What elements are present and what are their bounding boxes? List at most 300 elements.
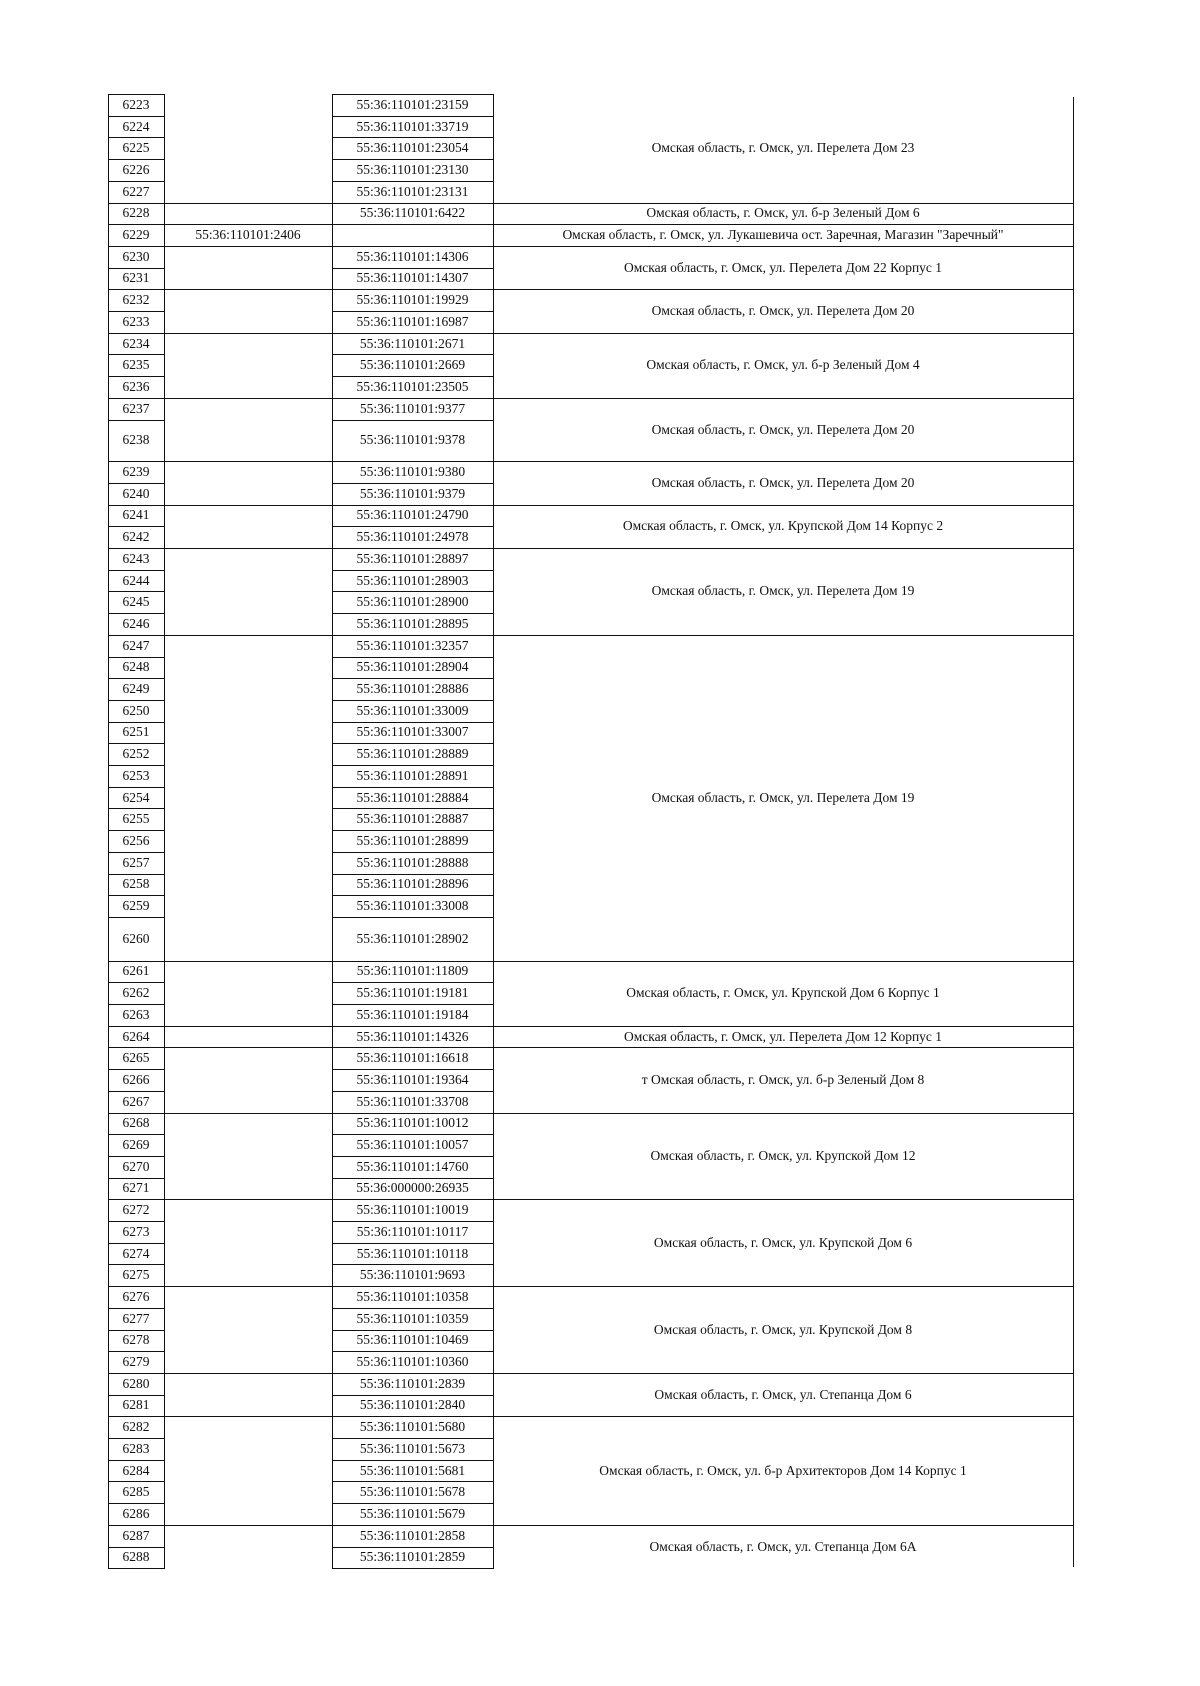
row-line-number: [108, 354, 165, 355]
row-line-cadastral: [332, 1330, 494, 1331]
row-line-number: [108, 1460, 165, 1461]
row-line-number: [108, 1047, 165, 1048]
row-line-number: [108, 526, 165, 527]
row-number: 6249: [122, 681, 150, 697]
group-line-address: [493, 1416, 1074, 1417]
row-line-cadastral: [332, 268, 494, 269]
address-cell: т Омская область, г. Омск, ул. б-р Зеленый Дом 8: [641, 1071, 925, 1087]
row-line-number: [108, 1503, 165, 1504]
row-line-cadastral: [332, 181, 494, 182]
group-line-address: [493, 1373, 1074, 1374]
row-line-number: [108, 159, 165, 160]
row-line-number: [108, 268, 165, 269]
cadastral-number: 55:36:110101:10469: [356, 1332, 469, 1348]
row-line-number: [108, 483, 165, 484]
address-cell: Омская область, г. Омск, ул. Степанца Дом 6А: [649, 1538, 917, 1554]
cadastral-number: 55:36:110101:10358: [356, 1288, 469, 1304]
row-line-cadastral: [332, 1568, 494, 1569]
row-number: 6238: [122, 432, 150, 448]
row-line-cadastral: [332, 376, 494, 377]
row-number: 6273: [122, 1223, 150, 1239]
group-line-address: [493, 1525, 1074, 1526]
row-line-cadastral: [332, 1416, 494, 1417]
row-line-number: [108, 461, 165, 462]
row-number: 6247: [122, 637, 150, 653]
row-number: 6240: [122, 485, 150, 501]
cadastral-number: 55:36:110101:28903: [356, 572, 469, 588]
group-line-parcel: [164, 1525, 332, 1526]
address-cell: Омская область, г. Омск, ул. Крупской Дом 6 Корпус 1: [626, 985, 940, 1001]
row-number: 6259: [122, 898, 150, 914]
row-number: 6283: [122, 1440, 150, 1456]
row-number: 6253: [122, 767, 150, 783]
cadastral-number: 55:36:110101:2669: [359, 357, 466, 373]
row-line-number: [108, 398, 165, 399]
parcel-number: 55:36:110101:2406: [195, 227, 301, 243]
row-line-number: [108, 657, 165, 658]
group-line-parcel: [164, 1286, 332, 1287]
row-line-cadastral: [332, 246, 494, 247]
cadastral-number: 55:36:110101:33708: [356, 1093, 469, 1109]
cadastral-number: 55:36:110101:28886: [356, 681, 469, 697]
row-number: 6248: [122, 659, 150, 675]
row-number: 6252: [122, 746, 150, 762]
row-number: 6241: [122, 507, 150, 523]
table-border-right: [1073, 97, 1074, 1567]
row-line-number: [108, 420, 165, 421]
row-number: 6239: [122, 464, 150, 480]
row-line-cadastral: [332, 1026, 494, 1027]
row-number: 6261: [122, 963, 150, 979]
row-number: 6276: [122, 1288, 150, 1304]
row-number: 6235: [122, 357, 150, 373]
row-number: 6260: [122, 930, 150, 946]
cadastral-number: 55:36:110101:28884: [356, 789, 469, 805]
group-line-address: [493, 1026, 1074, 1027]
cadastral-number: 55:36:110101:14306: [356, 248, 469, 264]
cadastral-number: 55:36:110101:28888: [356, 854, 469, 870]
row-number: 6223: [122, 96, 150, 112]
row-number: 6244: [122, 572, 150, 588]
row-number: 6233: [122, 313, 150, 329]
row-line-cadastral: [332, 548, 494, 549]
row-line-cadastral: [332, 1351, 494, 1352]
group-line-address: [493, 1113, 1074, 1114]
group-line-parcel: [164, 333, 332, 334]
row-line-cadastral: [332, 1286, 494, 1287]
row-line-number: [108, 1351, 165, 1352]
cadastral-number: 55:36:110101:19181: [356, 985, 469, 1001]
cadastral-number: 55:36:110101:9380: [359, 464, 466, 480]
group-line-address: [493, 548, 1074, 549]
cadastral-number: 55:36:110101:10359: [356, 1310, 469, 1326]
cadastral-number: 55:36:110101:9379: [359, 485, 466, 501]
row-line-cadastral: [332, 1221, 494, 1222]
row-line-cadastral: [332, 94, 494, 95]
group-line-address: [493, 1047, 1074, 1048]
row-line-cadastral: [332, 1134, 494, 1135]
row-line-cadastral: [332, 808, 494, 809]
cadastral-number: 55:36:110101:2840: [359, 1397, 466, 1413]
cadastral-number: 55:36:110101:14326: [356, 1028, 469, 1044]
row-line-cadastral: [332, 635, 494, 636]
address-cell: Омская область, г. Омск, ул. Крупской Дом 6: [653, 1234, 913, 1250]
cadastral-number: 55:36:110101:2859: [359, 1549, 466, 1565]
row-number: 6275: [122, 1267, 150, 1283]
address-cell: Омская область, г. Омск, ул. Крупской Дом 12: [650, 1147, 916, 1163]
row-number: 6263: [122, 1006, 150, 1022]
group-line-parcel: [164, 1113, 332, 1114]
cadastral-number: 55:36:110101:28902: [356, 930, 469, 946]
row-line-number: [108, 1134, 165, 1135]
row-line-cadastral: [332, 1308, 494, 1309]
row-number: 6224: [122, 118, 150, 134]
row-number: 6251: [122, 724, 150, 740]
row-line-number: [108, 982, 165, 983]
row-line-cadastral: [332, 354, 494, 355]
row-number: 6286: [122, 1505, 150, 1521]
row-line-number: [108, 1004, 165, 1005]
cadastral-number: 55:36:110101:19364: [356, 1071, 469, 1087]
row-line-cadastral: [332, 1091, 494, 1092]
row-number: 6264: [122, 1028, 150, 1044]
row-line-cadastral: [332, 722, 494, 723]
row-line-cadastral: [332, 613, 494, 614]
cadastral-number: 55:36:110101:23505: [356, 378, 469, 394]
row-line-number: [108, 1026, 165, 1027]
cadastral-number: 55:36:110101:33719: [356, 118, 469, 134]
group-line-address: [493, 1199, 1074, 1200]
cadastral-number: 55:36:110101:2671: [359, 335, 466, 351]
row-line-cadastral: [332, 570, 494, 571]
group-line-parcel: [164, 635, 332, 636]
cadastral-number: 55:36:110101:16618: [356, 1050, 469, 1066]
row-number: 6285: [122, 1484, 150, 1500]
row-line-number: [108, 289, 165, 290]
cadastral-number: 55:36:110101:23131: [356, 183, 469, 199]
row-line-cadastral: [332, 1525, 494, 1526]
cadastral-number: 55:36:110101:10012: [356, 1115, 469, 1131]
row-line-cadastral: [332, 159, 494, 160]
row-line-cadastral: [332, 1264, 494, 1265]
cadastral-number: 55:36:110101:28904: [356, 659, 469, 675]
row-line-number: [108, 1091, 165, 1092]
row-line-cadastral: [332, 1243, 494, 1244]
address-cell: Омская область, г. Омск, ул. Перелета Дом 19: [651, 789, 915, 805]
row-line-number: [108, 591, 165, 592]
row-line-cadastral: [332, 398, 494, 399]
row-number: 6262: [122, 985, 150, 1001]
row-number: 6268: [122, 1115, 150, 1131]
cadastral-number: 55:36:110101:32357: [356, 637, 469, 653]
cadastral-number: 55:36:110101:28900: [356, 594, 469, 610]
cadastral-number: 55:36:110101:10118: [356, 1245, 469, 1261]
row-line-cadastral: [332, 461, 494, 462]
row-line-cadastral: [332, 982, 494, 983]
row-line-cadastral: [332, 1178, 494, 1179]
address-cell: Омская область, г. Омск, ул. Крупской Дом 8: [653, 1321, 913, 1337]
address-cell: Омская область, г. Омск, ул. Перелета Дом 19: [651, 583, 915, 599]
row-line-cadastral: [332, 203, 494, 204]
row-line-cadastral: [332, 895, 494, 896]
row-number: 6281: [122, 1397, 150, 1413]
column-divider-cadastral-right: [493, 94, 494, 1568]
row-line-cadastral: [332, 700, 494, 701]
cadastral-number: 55:36:110101:28899: [356, 832, 469, 848]
address-cell: Омская область, г. Омск, ул. Перелета Дом 12 Корпус 1: [623, 1028, 943, 1044]
row-line-number: [108, 376, 165, 377]
column-divider-number: [164, 94, 165, 1568]
row-line-number: [108, 548, 165, 549]
row-line-number: [108, 874, 165, 875]
row-number: 6277: [122, 1310, 150, 1326]
row-line-cadastral: [332, 333, 494, 334]
row-number: 6280: [122, 1375, 150, 1391]
cadastral-number: 55:36:110101:5673: [359, 1440, 466, 1456]
row-line-cadastral: [332, 1481, 494, 1482]
group-line-address: [493, 398, 1074, 399]
row-line-cadastral: [332, 1373, 494, 1374]
row-number: 6226: [122, 161, 150, 177]
group-line-parcel: [164, 1416, 332, 1417]
group-line-parcel: [164, 246, 332, 247]
group-line-parcel: [164, 289, 332, 290]
row-line-cadastral: [332, 1156, 494, 1157]
row-line-cadastral: [332, 526, 494, 527]
cadastral-number: 55:36:110101:10019: [356, 1202, 469, 1218]
row-line-cadastral: [332, 1069, 494, 1070]
group-line-address: [493, 961, 1074, 962]
address-cell: Омская область, г. Омск, ул. Перелета Дом 20: [651, 303, 915, 318]
address-cell: Омская область, г. Омск, ул. Перелета Дом 23: [651, 140, 915, 156]
row-number: 6288: [122, 1549, 150, 1565]
row-line-cadastral: [332, 137, 494, 138]
row-number: 6250: [122, 702, 150, 718]
row-line-cadastral: [332, 787, 494, 788]
row-number: 6254: [122, 789, 150, 805]
row-number: 6234: [122, 335, 150, 351]
row-line-cadastral: [332, 224, 494, 225]
row-line-number: [108, 224, 165, 225]
cadastral-number: 55:36:110101:5680: [359, 1419, 466, 1435]
row-line-number: [108, 333, 165, 334]
cadastral-number: 55:36:110101:28891: [356, 767, 469, 783]
row-line-cadastral: [332, 420, 494, 421]
row-line-number: [108, 1243, 165, 1244]
row-number: 6229: [122, 227, 150, 243]
row-line-number: [108, 311, 165, 312]
group-line-parcel: [164, 1047, 332, 1048]
cadastral-number: 55:36:110101:2858: [359, 1527, 466, 1543]
address-cell: Омская область, г. Омск, ул. Перелета Дом 22 Корпус 1: [623, 259, 943, 275]
group-line-address: [493, 333, 1074, 334]
row-line-number: [108, 1156, 165, 1157]
row-line-number: [108, 116, 165, 117]
cadastral-number: 55:36:110101:23130: [356, 161, 469, 177]
cadastral-number: 55:36:110101:28897: [356, 550, 469, 566]
row-line-number: [108, 917, 165, 918]
cadastral-number: 55:36:110101:16987: [356, 313, 469, 329]
group-line-parcel: [164, 1199, 332, 1200]
row-line-number: [108, 1373, 165, 1374]
row-line-number: [108, 1438, 165, 1439]
group-line-address: [493, 635, 1074, 636]
group-line-parcel: [164, 548, 332, 549]
row-line-cadastral: [332, 1004, 494, 1005]
row-line-number: [108, 203, 165, 204]
group-line-parcel: [164, 1373, 332, 1374]
row-line-cadastral: [332, 678, 494, 679]
cadastral-number: 55:36:110101:33007: [356, 724, 469, 740]
row-line-cadastral: [332, 1395, 494, 1396]
row-number: 6271: [122, 1180, 150, 1196]
row-line-number: [108, 722, 165, 723]
group-line-parcel: [164, 224, 332, 225]
row-line-number: [108, 1416, 165, 1417]
row-line-number: [108, 1113, 165, 1114]
row-line-number: [108, 570, 165, 571]
row-line-cadastral: [332, 657, 494, 658]
row-number: 6287: [122, 1527, 150, 1543]
row-line-cadastral: [332, 765, 494, 766]
address-cell: Омская область, г. Омск, ул. б-р Архитекторов Дом 14 Корпус 1: [599, 1462, 967, 1478]
row-line-number: [108, 678, 165, 679]
address-cell: Омская область, г. Омск, ул. Крупской Дом 14 Корпус 2: [622, 518, 944, 534]
row-number: 6231: [122, 270, 150, 286]
row-number: 6237: [122, 400, 150, 416]
group-line-parcel: [164, 1026, 332, 1027]
row-line-number: [108, 505, 165, 506]
row-line-number: [108, 961, 165, 962]
address-cell: Омская область, г. Омск, ул. б-р Зеленый Дом 4: [646, 357, 920, 373]
row-number: 6279: [122, 1354, 150, 1370]
row-line-number: [108, 94, 165, 95]
row-number: 6225: [122, 140, 150, 156]
row-line-cadastral: [332, 1460, 494, 1461]
cadastral-number: 55:36:110101:5678: [359, 1484, 466, 1500]
group-line-parcel: [164, 961, 332, 962]
group-line-address: [493, 246, 1074, 247]
cadastral-number: 55:36:110101:10117: [356, 1223, 469, 1239]
row-line-cadastral: [332, 311, 494, 312]
row-number: 6236: [122, 378, 150, 394]
group-line-address: [493, 1286, 1074, 1287]
row-number: 6246: [122, 615, 150, 631]
address-cell: Омская область, г. Омск, ул. Перелета Дом 20: [651, 474, 915, 490]
cadastral-number: 55:36:110101:24978: [356, 529, 469, 545]
address-cell: Омская область, г. Омск, ул. б-р Зеленый Дом 6: [646, 205, 920, 221]
cadastral-number: 55:36:110101:23054: [356, 140, 469, 156]
row-line-number: [108, 808, 165, 809]
row-number: 6242: [122, 529, 150, 545]
row-line-cadastral: [332, 483, 494, 484]
cadastral-number: 55:36:110101:10360: [356, 1354, 469, 1370]
row-line-number: [108, 246, 165, 247]
row-line-number: [108, 1481, 165, 1482]
cadastral-number: 55:36:110101:19184: [356, 1006, 469, 1022]
row-line-number: [108, 700, 165, 701]
row-number: 6245: [122, 594, 150, 610]
row-line-number: [108, 1525, 165, 1526]
address-cell: Омская область, г. Омск, ул. Перелета Дом 20: [651, 421, 915, 437]
row-line-number: [108, 1221, 165, 1222]
row-line-number: [108, 852, 165, 853]
row-line-cadastral: [332, 874, 494, 875]
row-line-cadastral: [332, 852, 494, 853]
cadastral-number: 55:36:110101:9378: [359, 432, 466, 448]
cadastral-number: 55:36:110101:5679: [359, 1505, 466, 1521]
cadastral-number: 55:36:110101:14307: [356, 270, 469, 286]
row-number: 6267: [122, 1093, 150, 1109]
cadastral-number: 55:36:110101:28887: [356, 811, 469, 827]
row-line-number: [108, 1199, 165, 1200]
group-line-address: [493, 461, 1074, 462]
row-number: 6243: [122, 550, 150, 566]
cadastral-number: 55:36:000000:26935: [356, 1180, 469, 1196]
row-number: 6232: [122, 292, 150, 308]
row-line-number: [108, 895, 165, 896]
row-line-cadastral: [332, 1438, 494, 1439]
row-line-cadastral: [332, 830, 494, 831]
address-cell: Омская область, г. Омск, ул. Степанца Дом 6: [654, 1386, 912, 1402]
row-line-number: [108, 1547, 165, 1548]
cadastral-number: 55:36:110101:28895: [356, 615, 469, 631]
row-line-cadastral: [332, 1503, 494, 1504]
row-line-number: [108, 181, 165, 182]
row-line-cadastral: [332, 1547, 494, 1548]
row-line-number: [108, 787, 165, 788]
row-line-number: [108, 1330, 165, 1331]
cadastral-number: 55:36:110101:24790: [356, 507, 469, 523]
row-line-number: [108, 1286, 165, 1287]
row-line-cadastral: [332, 743, 494, 744]
row-number: 6230: [122, 248, 150, 264]
row-line-number: [108, 1264, 165, 1265]
cadastral-number: 55:36:110101:28896: [356, 876, 469, 892]
group-line-parcel: [164, 505, 332, 506]
row-line-cadastral: [332, 1113, 494, 1114]
row-number: 6228: [122, 205, 150, 221]
cadastral-number: 55:36:110101:10057: [356, 1137, 469, 1153]
row-line-number: [108, 137, 165, 138]
row-line-cadastral: [332, 591, 494, 592]
cadastral-number: 55:36:110101:9693: [359, 1267, 466, 1283]
row-number: 6282: [122, 1419, 150, 1435]
row-line-number: [108, 613, 165, 614]
group-line-address: [493, 289, 1074, 290]
row-line-cadastral: [332, 917, 494, 918]
row-number: 6265: [122, 1050, 150, 1066]
row-line-number: [108, 1308, 165, 1309]
row-number: 6269: [122, 1137, 150, 1153]
group-line-address: [493, 203, 1074, 204]
row-number: 6227: [122, 183, 150, 199]
group-line-address: [493, 505, 1074, 506]
row-number: 6258: [122, 876, 150, 892]
row-number: 6257: [122, 854, 150, 870]
group-line-parcel: [164, 203, 332, 204]
cadastral-number: 55:36:110101:23159: [356, 96, 469, 112]
row-number: 6270: [122, 1158, 150, 1174]
row-number: 6256: [122, 832, 150, 848]
cadastral-number: 55:36:110101:33009: [356, 702, 469, 718]
row-line-number: [108, 1568, 165, 1569]
row-number: 6274: [122, 1245, 150, 1261]
row-line-number: [108, 830, 165, 831]
row-line-cadastral: [332, 505, 494, 506]
row-number: 6278: [122, 1332, 150, 1348]
row-line-number: [108, 1395, 165, 1396]
